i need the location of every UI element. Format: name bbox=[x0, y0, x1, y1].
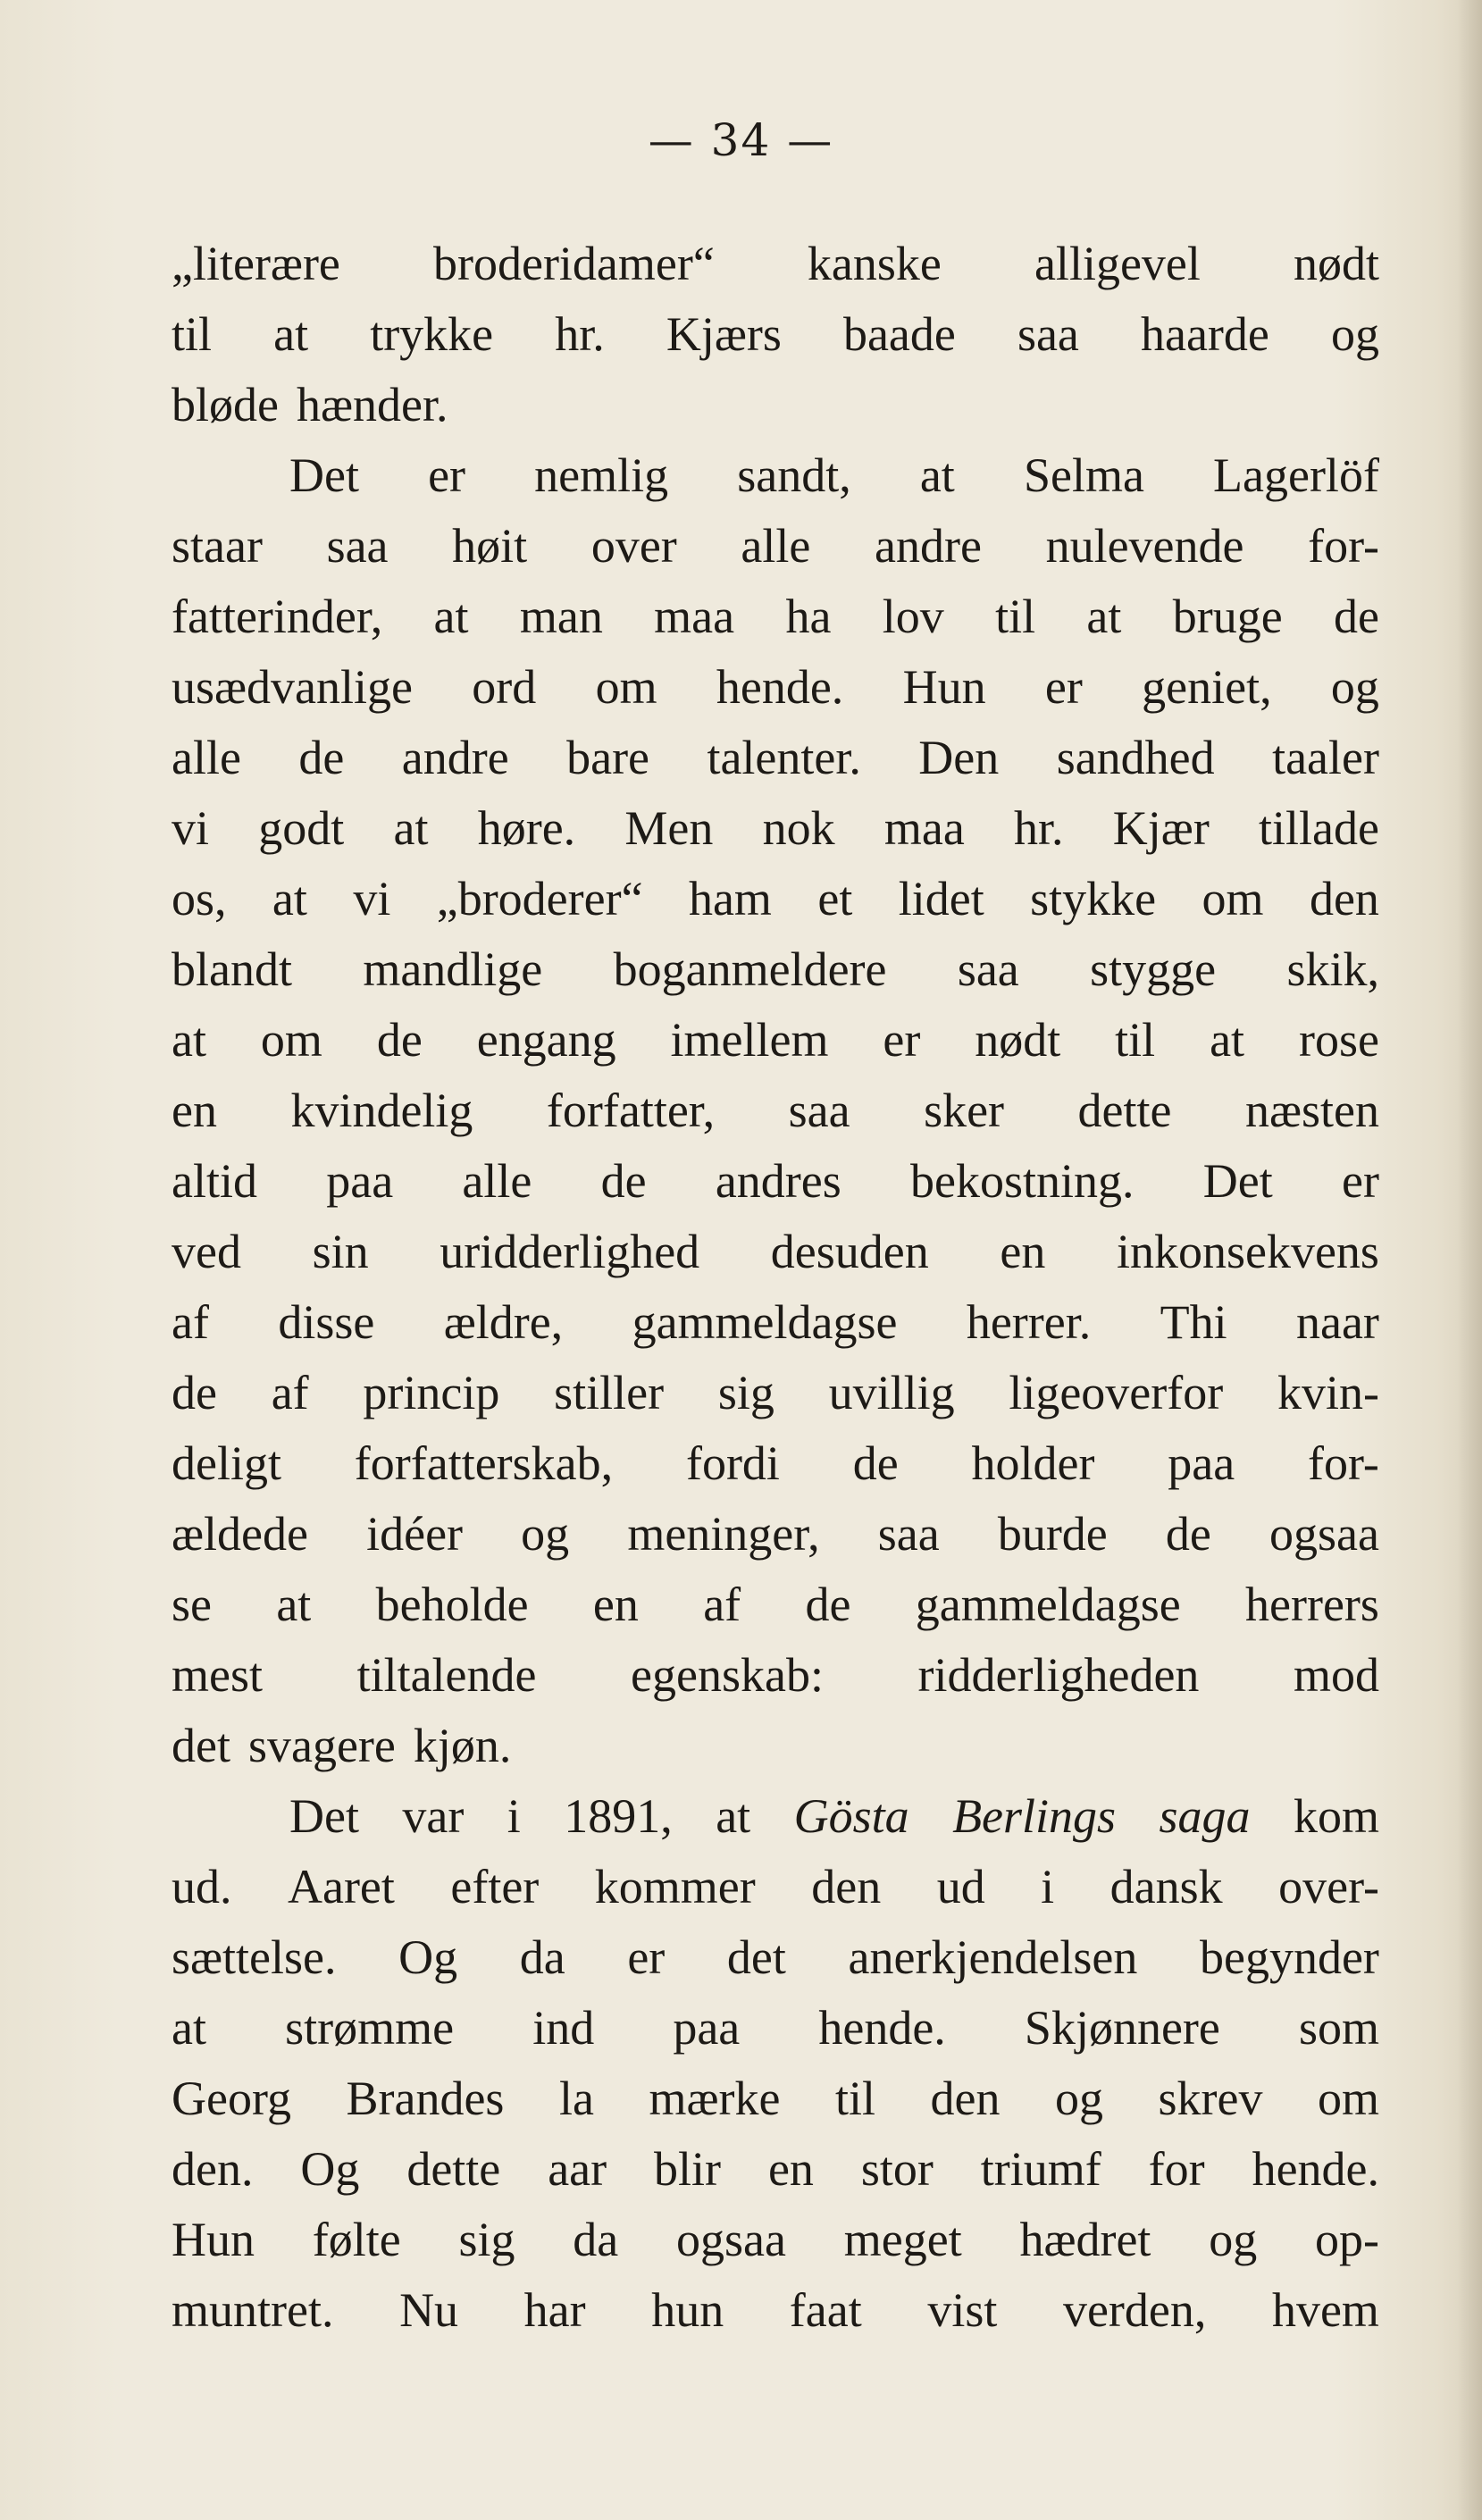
word: kom bbox=[1293, 1789, 1379, 1843]
word: ind bbox=[532, 2001, 595, 2055]
word: imellem bbox=[670, 1013, 829, 1067]
word: at bbox=[273, 307, 309, 361]
text-line bbox=[172, 793, 1379, 864]
word: om bbox=[595, 660, 657, 714]
word: skik, bbox=[1286, 942, 1379, 996]
word: bekostning. bbox=[910, 1154, 1135, 1208]
word: nemlig bbox=[534, 448, 669, 502]
page-edge-shadow bbox=[1457, 0, 1482, 2520]
word: altid bbox=[172, 1154, 257, 1208]
word: lidet bbox=[898, 872, 984, 925]
text-line bbox=[172, 1852, 1379, 1922]
text-line bbox=[172, 1217, 1379, 1287]
word: deligt bbox=[172, 1436, 281, 1490]
word: usædvanlige bbox=[172, 660, 413, 714]
word: skrev bbox=[1158, 2072, 1263, 2125]
word: Kjærs bbox=[666, 307, 782, 361]
word: sandt, bbox=[737, 448, 851, 502]
text-line bbox=[172, 1711, 1379, 1781]
word: af bbox=[172, 1295, 209, 1349]
word: nødt bbox=[1293, 237, 1379, 290]
word: sin bbox=[312, 1225, 369, 1278]
word: for- bbox=[1308, 519, 1379, 573]
text-line bbox=[172, 2205, 1379, 2275]
text-line bbox=[172, 1993, 1379, 2064]
word: bruge bbox=[1172, 590, 1283, 643]
word: de bbox=[298, 731, 345, 784]
word: talenter. bbox=[707, 731, 861, 784]
word: kvin- bbox=[1277, 1366, 1379, 1419]
text-line bbox=[172, 1499, 1379, 1570]
word: herrer. bbox=[966, 1295, 1092, 1349]
word: stygge bbox=[1090, 942, 1217, 996]
word: Selma bbox=[1023, 448, 1144, 502]
word: paa bbox=[673, 2001, 741, 2055]
word: forfatter, bbox=[546, 1084, 716, 1137]
word: Men bbox=[624, 801, 714, 855]
word: meninger, bbox=[627, 1507, 820, 1561]
word: fatterinder, bbox=[172, 590, 383, 643]
word: da bbox=[573, 2213, 619, 2266]
word: Og bbox=[300, 2142, 360, 2196]
word: Thi bbox=[1160, 1295, 1227, 1349]
word: trykke bbox=[370, 307, 494, 361]
word: om bbox=[260, 1013, 322, 1067]
word: ud. bbox=[172, 1860, 232, 1913]
word: at bbox=[919, 448, 955, 502]
word: at bbox=[272, 872, 307, 925]
word: nødt bbox=[975, 1013, 1061, 1067]
word: efter bbox=[450, 1860, 540, 1913]
word: det bbox=[726, 1930, 786, 1984]
word: ogsaa bbox=[676, 2213, 786, 2266]
word: Kjær bbox=[1112, 801, 1210, 855]
word: stor bbox=[860, 2142, 934, 2196]
word: til bbox=[834, 2072, 875, 2125]
word: sandhed bbox=[1056, 731, 1215, 784]
word: svagere bbox=[247, 1719, 396, 1772]
word: de bbox=[600, 1154, 647, 1208]
word: Nu bbox=[399, 2283, 459, 2337]
word: stykke bbox=[1030, 872, 1157, 925]
word: fordi bbox=[685, 1436, 780, 1490]
word: næsten bbox=[1244, 1084, 1379, 1137]
word: om bbox=[1202, 872, 1264, 925]
word: stiller bbox=[554, 1366, 665, 1419]
word: hr. bbox=[1014, 801, 1064, 855]
word: af bbox=[703, 1578, 741, 1631]
word: dette bbox=[406, 2142, 501, 2196]
word: paa bbox=[1168, 1436, 1235, 1490]
word: de bbox=[852, 1436, 899, 1490]
word: bløde bbox=[172, 378, 279, 431]
word: en bbox=[767, 2142, 814, 2196]
word: Hun bbox=[902, 660, 986, 714]
word: hr. bbox=[555, 307, 605, 361]
word: og bbox=[1209, 2213, 1258, 2266]
word: la bbox=[558, 2072, 594, 2125]
word: at bbox=[1086, 590, 1122, 643]
word: beholde bbox=[375, 1578, 529, 1631]
word: ham bbox=[688, 872, 772, 925]
word: at bbox=[393, 801, 429, 855]
word: saa bbox=[957, 942, 1019, 996]
word: begynder bbox=[1200, 1930, 1379, 1984]
word: 1891, bbox=[564, 1789, 673, 1843]
text-line bbox=[172, 511, 1379, 582]
word: os, bbox=[172, 872, 227, 925]
word: ha bbox=[785, 590, 832, 643]
word: sig bbox=[717, 1366, 774, 1419]
word: man bbox=[519, 590, 603, 643]
word: alligevel bbox=[1034, 237, 1201, 290]
word: Aaret bbox=[287, 1860, 395, 1913]
word: i bbox=[507, 1789, 521, 1843]
word: følte bbox=[312, 2213, 401, 2266]
word: saga bbox=[1159, 1789, 1251, 1843]
word: ældede bbox=[172, 1507, 308, 1561]
word: saa bbox=[1017, 307, 1079, 361]
word: da bbox=[519, 1930, 565, 1984]
word: en bbox=[592, 1578, 639, 1631]
word: hvem bbox=[1271, 2283, 1379, 2337]
word: alle bbox=[172, 731, 241, 784]
word: verden, bbox=[1062, 2283, 1207, 2337]
word: Det bbox=[1202, 1154, 1273, 1208]
word: ældre, bbox=[443, 1295, 564, 1349]
word: kanske bbox=[807, 237, 942, 290]
word: broderidamer“ bbox=[433, 237, 715, 290]
word: alle bbox=[741, 519, 811, 573]
word: muntret. bbox=[172, 2283, 334, 2337]
word: holder bbox=[971, 1436, 1095, 1490]
word: til bbox=[172, 307, 213, 361]
word: de bbox=[1165, 1507, 1211, 1561]
word: Den bbox=[918, 731, 1000, 784]
word: dette bbox=[1077, 1084, 1172, 1137]
word: et bbox=[817, 872, 853, 925]
word: sker bbox=[924, 1084, 1005, 1137]
word: har bbox=[523, 2283, 586, 2337]
text-line bbox=[172, 299, 1379, 370]
word: er bbox=[1342, 1154, 1379, 1208]
word: og bbox=[1330, 307, 1379, 361]
word: ud bbox=[936, 1860, 985, 1913]
word: den. bbox=[172, 2142, 254, 2196]
word: haarde bbox=[1141, 307, 1269, 361]
word: ogsaa bbox=[1269, 1507, 1379, 1561]
word: de bbox=[805, 1578, 851, 1631]
word: sættelse. bbox=[172, 1930, 337, 1984]
text-line bbox=[172, 370, 1379, 440]
word: forfatterskab, bbox=[354, 1436, 614, 1490]
word: boganmeldere bbox=[613, 942, 887, 996]
text-line bbox=[172, 229, 1379, 299]
text-line bbox=[172, 2064, 1379, 2134]
word: mærke bbox=[649, 2072, 781, 2125]
text-line bbox=[172, 2275, 1379, 2346]
word: for- bbox=[1308, 1436, 1379, 1490]
word: naar bbox=[1296, 1295, 1379, 1349]
word: aar bbox=[548, 2142, 607, 2196]
word: til bbox=[1115, 1013, 1156, 1067]
word: af bbox=[271, 1366, 309, 1419]
word: som bbox=[1298, 2001, 1379, 2055]
word: vist bbox=[927, 2283, 998, 2337]
word: Berlings bbox=[952, 1789, 1117, 1843]
word: de bbox=[376, 1013, 423, 1067]
word: er bbox=[883, 1013, 921, 1067]
word: kjøn. bbox=[413, 1719, 512, 1772]
word: Hun bbox=[172, 2213, 255, 2266]
word: faat bbox=[789, 2283, 862, 2337]
word: lov bbox=[882, 590, 944, 643]
word: mandlige bbox=[363, 942, 543, 996]
text-line bbox=[172, 1640, 1379, 1711]
word: uridderlighed bbox=[440, 1225, 700, 1278]
word: maa bbox=[654, 590, 735, 643]
word: den bbox=[811, 1860, 882, 1913]
word: hædret bbox=[1019, 2213, 1151, 2266]
text-line bbox=[172, 440, 1379, 511]
word: over bbox=[590, 519, 677, 573]
word: høre. bbox=[477, 801, 576, 855]
word: dansk bbox=[1109, 1860, 1223, 1913]
text-line bbox=[172, 2134, 1379, 2205]
word: bare bbox=[566, 731, 650, 784]
word: nok bbox=[762, 801, 835, 855]
text-line bbox=[172, 1922, 1379, 1993]
word: at bbox=[1210, 1013, 1245, 1067]
word: er bbox=[428, 448, 466, 502]
word: sig bbox=[458, 2213, 515, 2266]
word: tillade bbox=[1259, 801, 1379, 855]
word: andre bbox=[401, 731, 509, 784]
word: saa bbox=[788, 1084, 850, 1137]
word: strømme bbox=[285, 2001, 455, 2055]
word: og bbox=[1054, 2072, 1103, 2125]
word: anerkjendelsen bbox=[848, 1930, 1138, 1984]
word: at bbox=[433, 590, 469, 643]
word: burde bbox=[997, 1507, 1108, 1561]
word: vi bbox=[172, 801, 210, 855]
word: paa bbox=[326, 1154, 394, 1208]
word: kvindelig bbox=[290, 1084, 473, 1137]
word: Brandes bbox=[346, 2072, 505, 2125]
word: Og bbox=[398, 1930, 458, 1984]
word: de bbox=[172, 1366, 217, 1419]
word: op- bbox=[1314, 2213, 1379, 2266]
word: de bbox=[1334, 590, 1379, 643]
word: mod bbox=[1293, 1648, 1379, 1702]
word: høit bbox=[452, 519, 528, 573]
word: hende. bbox=[818, 2001, 946, 2055]
word: til bbox=[995, 590, 1036, 643]
body-text bbox=[172, 229, 1379, 2346]
text-line bbox=[172, 1076, 1379, 1146]
word: hende. bbox=[716, 660, 844, 714]
word: at bbox=[172, 2001, 206, 2055]
text-line bbox=[172, 1287, 1379, 1358]
word: ord bbox=[472, 660, 537, 714]
word: ridderligheden bbox=[917, 1648, 1200, 1702]
word: er bbox=[1044, 660, 1083, 714]
word: kommer bbox=[594, 1860, 756, 1913]
word: at bbox=[716, 1789, 751, 1843]
word: ligeoverfor bbox=[1009, 1366, 1224, 1419]
word: den bbox=[1309, 872, 1379, 925]
word: andres bbox=[715, 1154, 841, 1208]
word: desuden bbox=[770, 1225, 929, 1278]
text-line bbox=[172, 582, 1379, 652]
word: blir bbox=[654, 2142, 722, 2196]
word: den bbox=[930, 2072, 1001, 2125]
word: godt bbox=[258, 801, 345, 855]
word: alle bbox=[462, 1154, 532, 1208]
word: saa bbox=[326, 519, 389, 573]
text-line bbox=[172, 723, 1379, 793]
word: for bbox=[1148, 2142, 1205, 2196]
word: hun bbox=[651, 2283, 724, 2337]
word: en bbox=[1000, 1225, 1046, 1278]
word: blandt bbox=[172, 942, 292, 996]
word: mest bbox=[172, 1648, 263, 1702]
word: om bbox=[1317, 2072, 1379, 2125]
word: gammeldagse bbox=[632, 1295, 898, 1349]
word: maa bbox=[883, 801, 965, 855]
word: „broderer“ bbox=[436, 872, 643, 925]
word: triumf bbox=[980, 2142, 1101, 2196]
text-line bbox=[172, 1005, 1379, 1076]
word: er bbox=[627, 1930, 666, 1984]
word: meget bbox=[843, 2213, 962, 2266]
text-line bbox=[172, 934, 1379, 1005]
word: Det bbox=[289, 1789, 359, 1843]
word: Georg bbox=[172, 2072, 291, 2125]
word: herrers bbox=[1245, 1578, 1379, 1631]
word: idéer bbox=[366, 1507, 464, 1561]
word: Skjønnere bbox=[1024, 2001, 1220, 2055]
text-line bbox=[172, 1781, 1379, 1852]
word: geniet, bbox=[1142, 660, 1272, 714]
word: staar bbox=[172, 519, 263, 573]
text-line bbox=[172, 1428, 1379, 1499]
text-line bbox=[172, 652, 1379, 723]
text-line bbox=[172, 1146, 1379, 1217]
word: baade bbox=[842, 307, 956, 361]
word: det bbox=[172, 1719, 230, 1772]
word: var bbox=[402, 1789, 465, 1843]
word: „literære bbox=[172, 237, 340, 290]
word: gammeldagse bbox=[915, 1578, 1181, 1631]
word: hende. bbox=[1252, 2142, 1379, 2196]
word: saa bbox=[877, 1507, 940, 1561]
word: vi bbox=[353, 872, 391, 925]
word: Gösta bbox=[793, 1789, 909, 1843]
word: rose bbox=[1298, 1013, 1379, 1067]
word: andre bbox=[875, 519, 982, 573]
word: se bbox=[172, 1578, 212, 1631]
word: princip bbox=[363, 1366, 500, 1419]
word: hænder. bbox=[296, 378, 448, 431]
word: Lagerlöf bbox=[1213, 448, 1379, 502]
word: taaler bbox=[1272, 731, 1379, 784]
word: ved bbox=[172, 1225, 241, 1278]
word: nulevende bbox=[1045, 519, 1244, 573]
word: Det bbox=[289, 448, 359, 502]
page-number: — 34 — bbox=[648, 114, 834, 166]
text-line bbox=[172, 1570, 1379, 1640]
word: i bbox=[1041, 1860, 1055, 1913]
word: at bbox=[276, 1578, 312, 1631]
text-line bbox=[172, 1358, 1379, 1428]
word: og bbox=[521, 1507, 570, 1561]
word: inkonsekvens bbox=[1116, 1225, 1379, 1278]
word: at bbox=[172, 1013, 206, 1067]
word: og bbox=[1330, 660, 1379, 714]
word: over- bbox=[1278, 1860, 1379, 1913]
word: tiltalende bbox=[356, 1648, 537, 1702]
word: engang bbox=[476, 1013, 616, 1067]
word: en bbox=[172, 1084, 217, 1137]
word: egenskab: bbox=[631, 1648, 824, 1702]
word: disse bbox=[278, 1295, 375, 1349]
word: uvillig bbox=[828, 1366, 955, 1419]
text-line bbox=[172, 864, 1379, 934]
